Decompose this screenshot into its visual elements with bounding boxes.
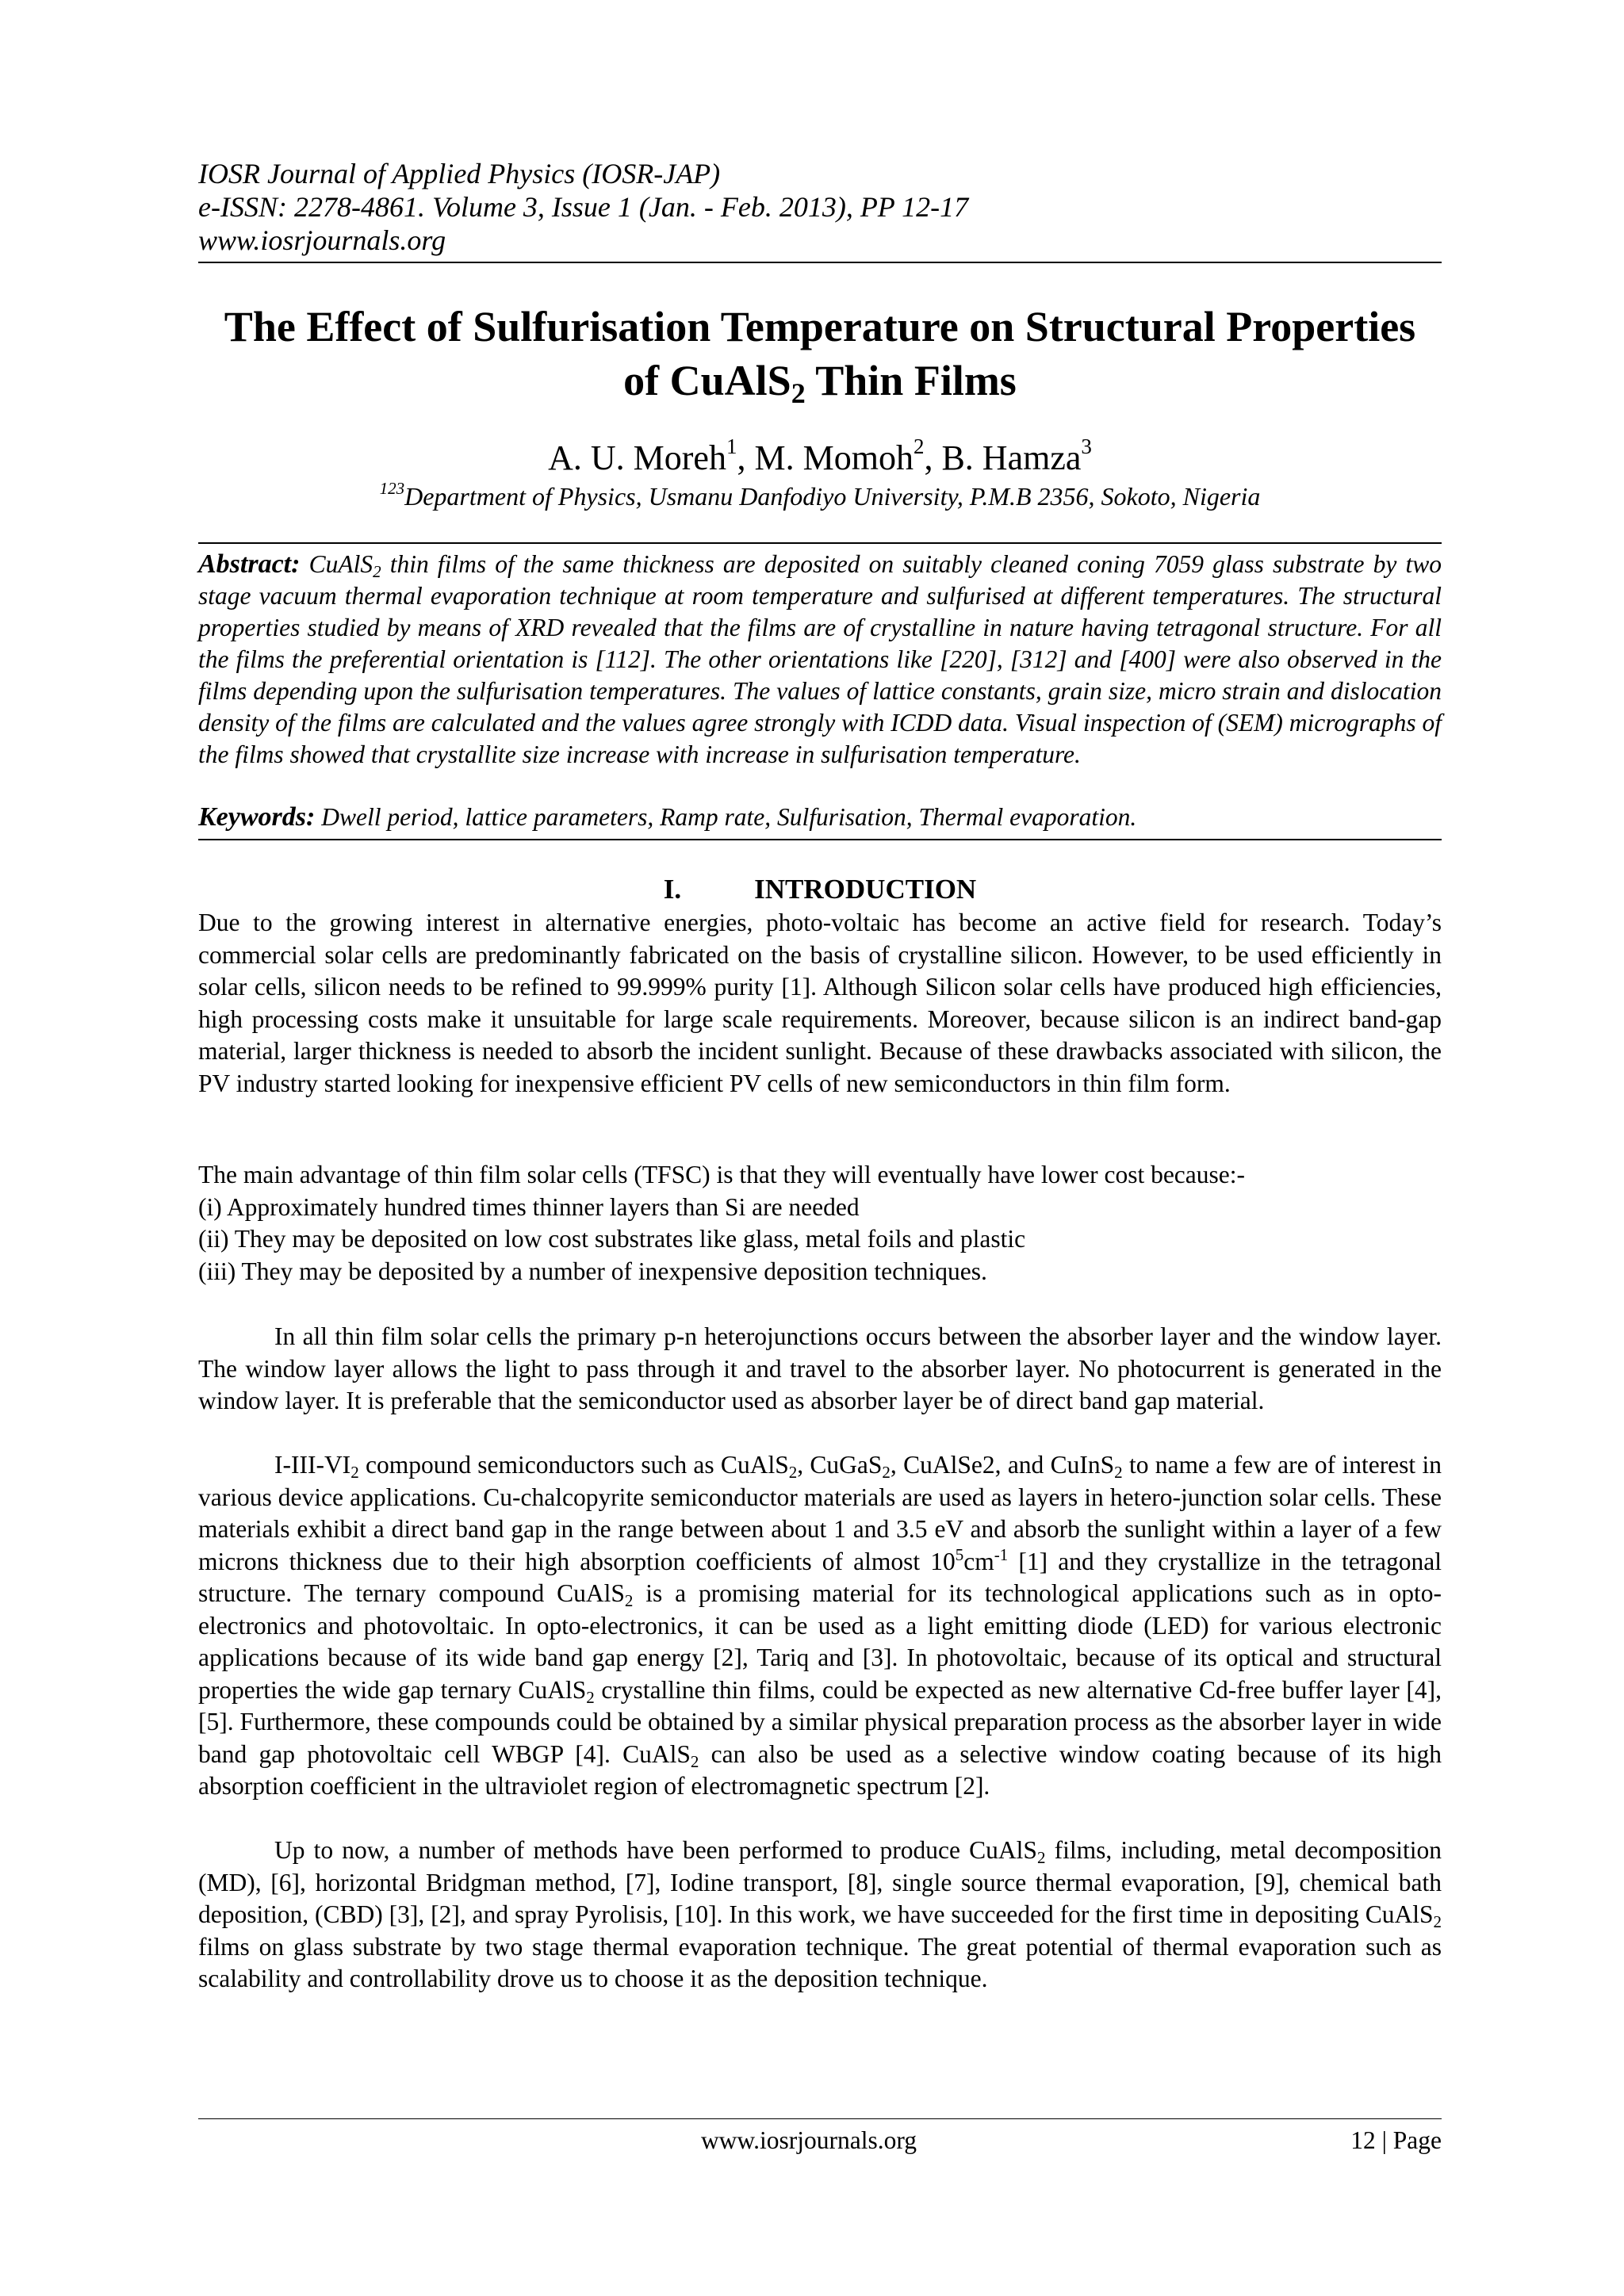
footer-website[interactable]: www.iosrjournals.org [700,2126,917,2154]
intro-paragraph-2: The main advantage of thin film solar cells (TFSC) is that they will eventually have lower cost because:- (i) Approximately hundred times thinner layers than Si are needed (ii) They may be deposited on low cost substrates like glass, metal foils and plastic (iii) They may be deposited by a number of inexpensive deposition techniques. [198,1159,1442,1288]
author-name: A. U. Moreh [548,438,726,477]
section-heading-introduction [198,872,1442,907]
paper-title [198,300,1442,408]
keywords-label: Keywords: [198,802,316,832]
title-line-2: of CuAlS$_2$ Thin Films [623,357,1017,409]
section-number: I. [663,874,682,905]
abstract: Abstract: CuAlS$_2$ thin films of the same thickness are deposited on suitably cleaned coning 7059 glass substrate by two stage vacuum thermal evaporation technique at room temperature and sulfurised at different temperatures. The structural properties studied by means of XRD revealed that the films are of crystalline in nature having tetragonal structure. For all the films the preferential orientation is [112]. The other orientations like [220], [312] and [400] were also observed in the films depending upon the sulfurisation temperatures. The values of lattice constants, grain size, micro strain and dislocation density of the films are calculated and the values agree strongly with ICDD data. Visual inspection of (SEM) micrographs of the films showed that crystallite size increase with increase in sulfurisation temperature. [198,549,1442,768]
title-line-1: The Effect of Sulfurisation Temperature on Structural Properties [224,303,1416,350]
footer-divider [198,2118,1442,2119]
keywords-text: Dwell period, lattice parameters, Ramp rate, Sulfurisation, Thermal evaporation. [315,803,1137,831]
author-affiliation: $^{123}$Department of Physics, Usmanu Danfodiyo University, P.M.B 2356, Sokoto, Nigeria [379,479,1261,511]
keywords [198,802,1442,833]
abstract-label: Abstract: [198,549,301,579]
intro-paragraph-3: In all thin film solar cells the primary p-n heterojunctions occurs between the absorber layer and the window layer. The window layer allows the light to pass through it and travel to the absorber layer. No photocurrent is generated in the window layer. It is preferable that the semiconductor used as absorber layer be of direct band gap material. [198,1322,1442,1414]
page-number: 12 | Page [1350,2126,1442,2154]
journal-name: IOSR Journal of Applied Physics (IOSR-JAP) [198,158,721,189]
list-item: (i) Approximately hundred times thinner layers than Si are needed [198,1192,860,1221]
header-divider [198,262,1442,263]
abstract-bottom-rule [198,839,1442,840]
author-name: B. Hamza [941,438,1082,477]
abstract-top-rule [198,542,1442,544]
journal-issn-line: e-ISSN: 2278-4861. Volume 3, Issue 1 (Jan. - Feb. 2013), PP 12-17 [198,191,969,223]
intro-paragraph-1: Due to the growing interest in alternative energies, photo-voltaic has become an active field for research. Today’s commercial solar cells are predominantly fabricated on the basis of crystalline silicon. However, to be used efficiently in solar cells, silicon needs to be refined to 99.999% purity [1]. Although Silicon solar cells have produced high efficiencies, high processing costs make it unsuitable for large scale requirements. Moreover, because silicon is an indirect band-gap material, larger thickness is needed to absorb the incident sunlight. Because of these drawbacks associated with silicon, the PV industry started looking for inexpensive efficient PV cells of new semiconductors in thin film form. [198,909,1442,1097]
journal-website[interactable]: www.iosrjournals.org [198,224,446,256]
author-name: M. Momoh [754,438,914,477]
list-item: (ii) They may be deposited on low cost substrates like glass, metal foils and plastic [198,1225,1026,1253]
abstract-text: thin films of the same thickness are deposited on suitably cleaned coning 7059 glass substrate by two stage vacuum thermal evaporation technique at room temperature and sulfurised at different temperatures. The structural properties studied by means of XRD revealed that the films are of crystalline in nature having tetragonal structure. For all the films the preferential orientation is [112]. The other orientations like [220], [312] and [400] were also observed in the films depending upon the sulfurisation temperatures. The values of lattice constants, grain size, micro strain and dislocation density of the films are calculated and the values agree strongly with ICDD data. Visual inspection of (SEM) micrographs of the films showed that crystallite size increase with increase in sulfurisation temperature. [198,550,1442,768]
intro-paragraph-4: $I-III-VI_2$ compound semiconductors such as CuAlS$_2$, CuGaS$_2$, CuAlSe2, and CuInS$_2$ to name a few are of interest in various device applications. Cu-chalcopyrite semiconductor materials are used as layers in hetero-junction solar cells. These materials exhibit a direct band gap in the range between about 1 and 3.5 eV and absorb the sunlight within a layer of a few microns thickness due to their high absorption coefficients of almost $10^5cm^{-1}$ [1] and they crystallize in the tetragonal structure. The ternary compound CuAlS$_2$ is a promising material for its technological applications such as in opto-electronics and photovoltaic. In opto-electronics, it can be used as a light emitting diode (LED) for various electronic applications because of its wide band gap energy [2], Tariq and [3]. In photovoltaic, because of its optical and structural properties the wide gap ternary CuAlS$_2$ crystalline thin films, could be expected as new alternative Cd-free buffer layer [4], [5]. Furthermore, these compounds could be obtained by a similar physical preparation process as the absorber layer in wide band gap photovoltaic cell WBGP [4]. CuAlS$_2$ can also be used as a selective window coating because of its high absorption coefficient in the ultraviolet region of electromagnetic spectrum [2]. [198,1451,1442,1800]
intro-paragraph-5: Up to now, a number of methods have been performed to produce CuAlS$_2$ films, including, metal decomposition (MD), [6], horizontal Bridgman method, [7], Iodine transport, [8], single source thermal evaporation, [9], chemical bath deposition, (CBD) [3], [2], and spray Pyrolisis, [10]. In this work, we have succeeded for the first time in depositing CuAlS$_2$ films on glass substrate by two stage thermal evaporation technique. The great potential of thermal evaporation such as scalability and controllability drove us to choose it as the deposition technique. [198,1836,1442,1992]
author-list: A. U. Moreh$^1$, M. Momoh$^2$, B. Hamza$^3$ [548,434,1092,477]
section-title: INTRODUCTION [754,874,977,905]
journal-header [198,157,1443,257]
list-item: (iii) They may be deposited by a number of inexpensive deposition techniques. [198,1257,987,1285]
